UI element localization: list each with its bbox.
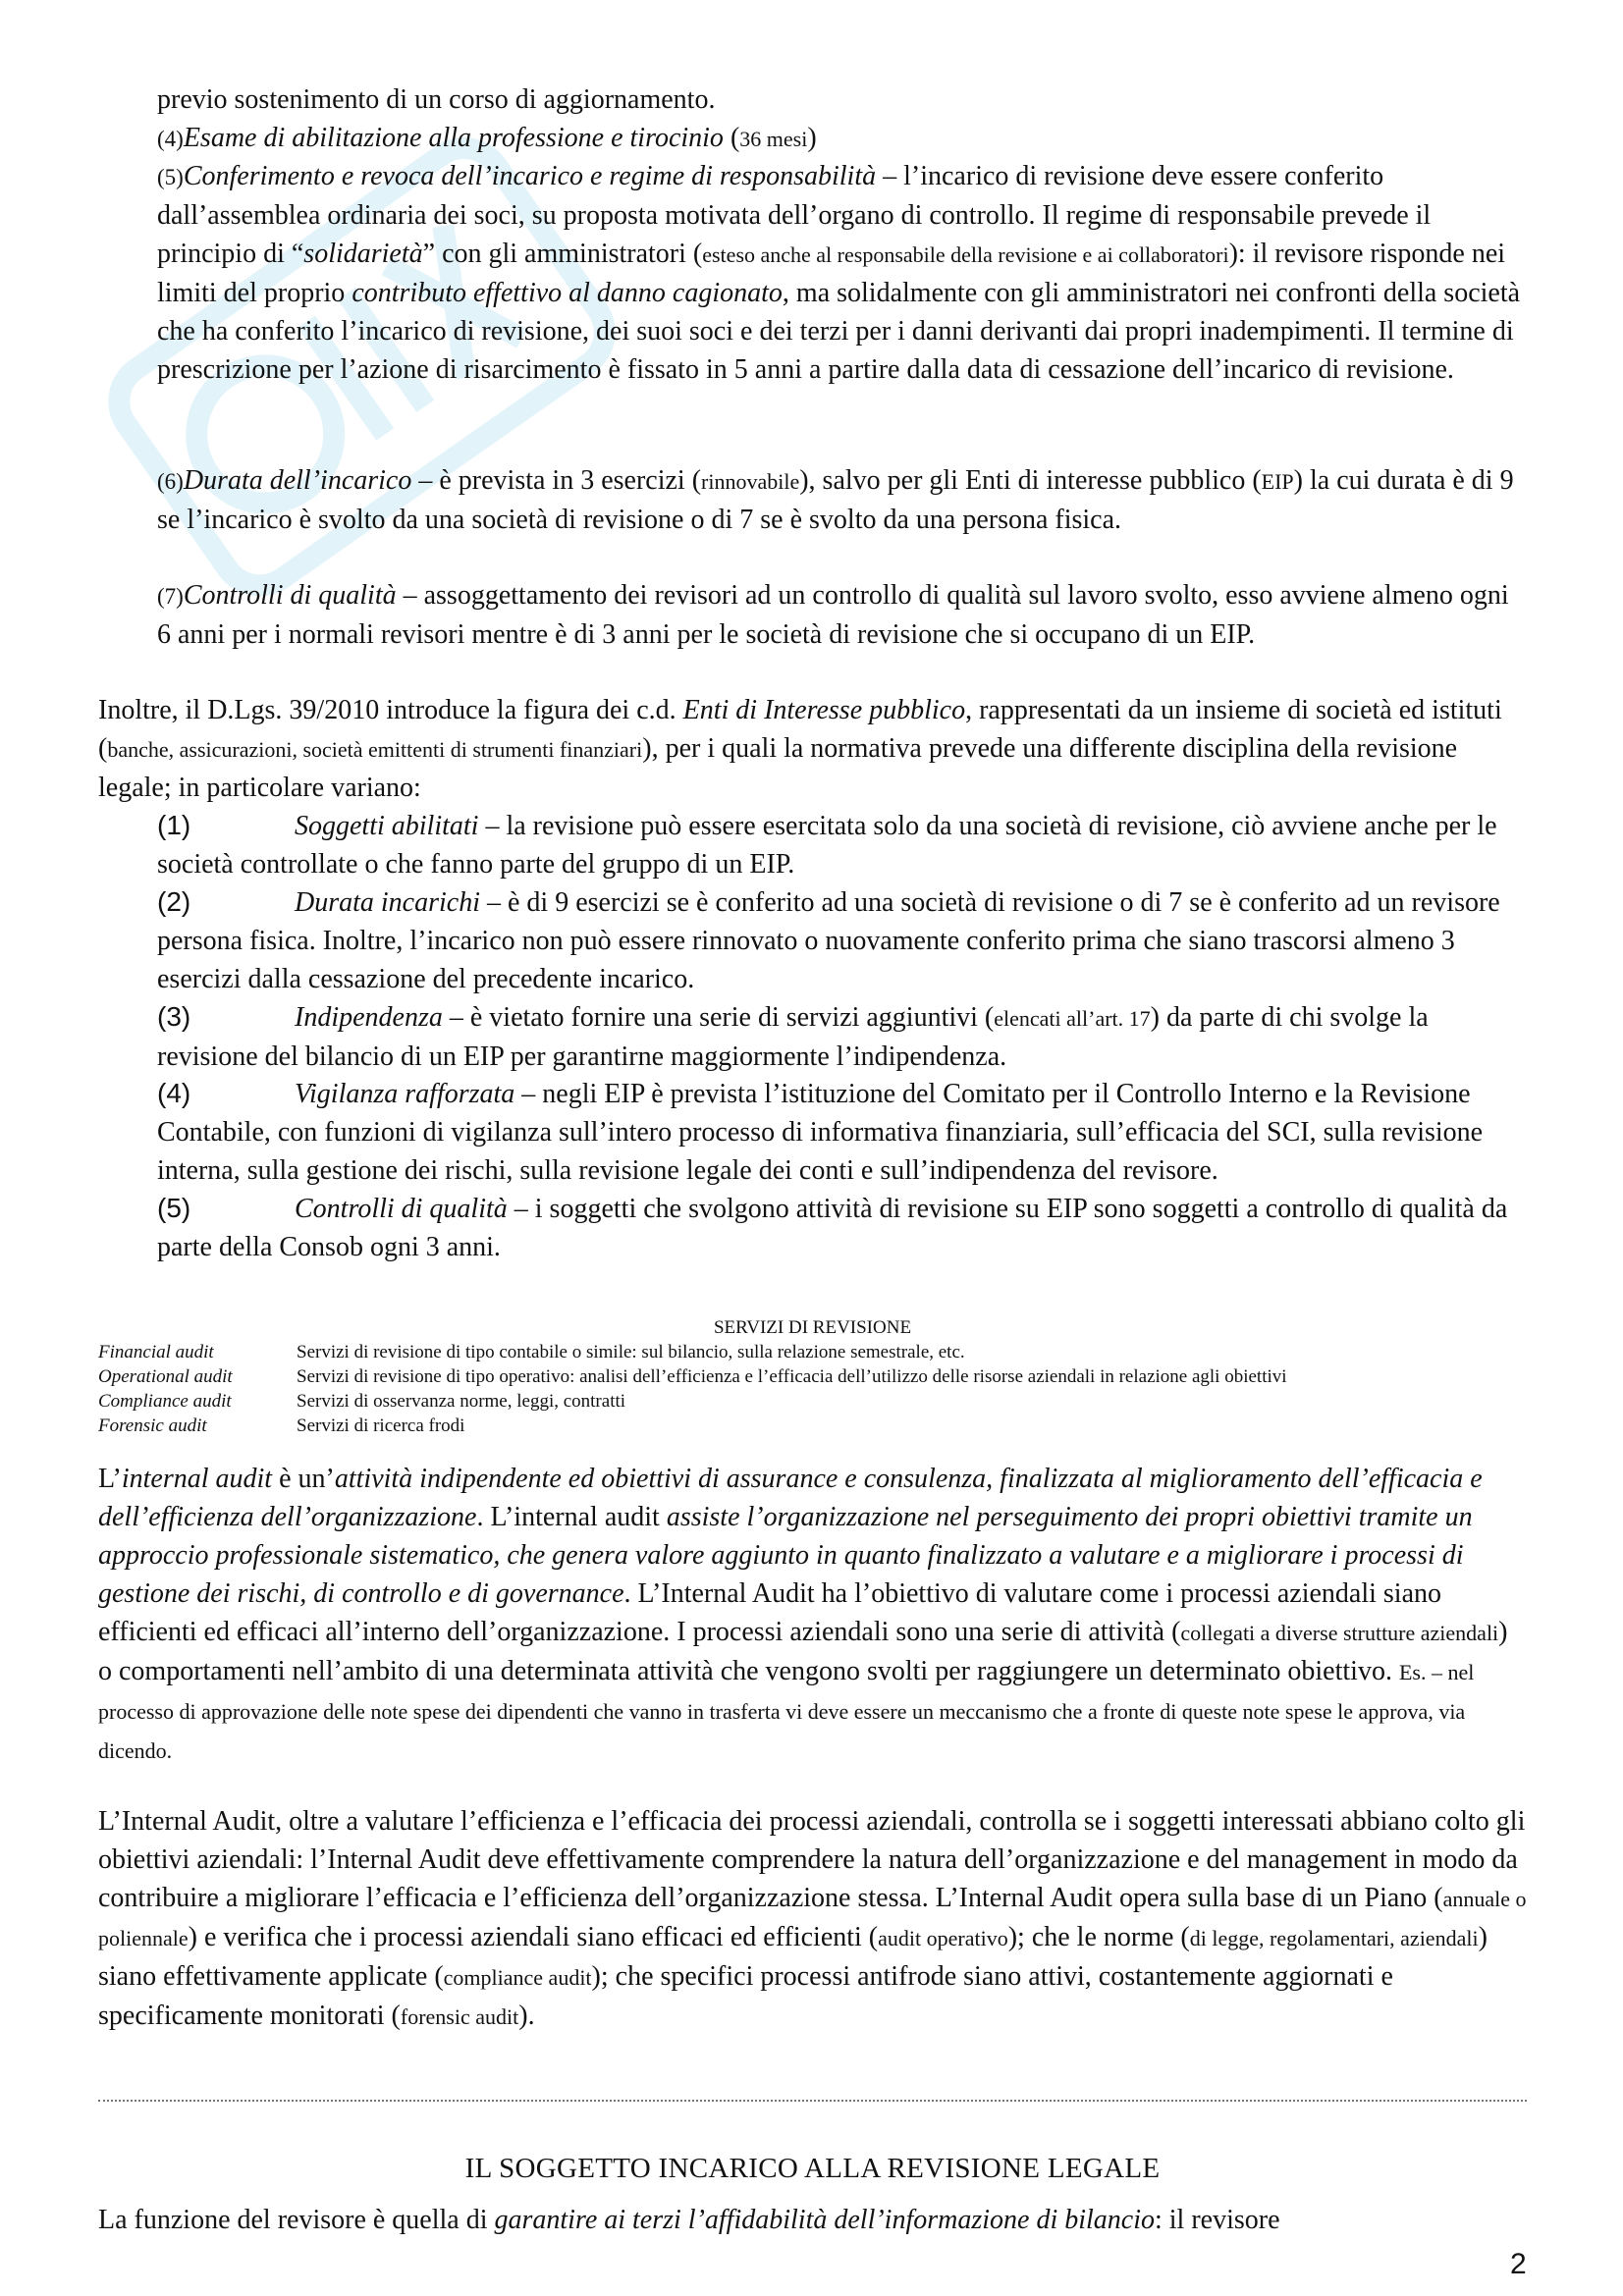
table-row: Forensic audit Servizi di ricerca frodi	[98, 1415, 465, 1436]
section-divider	[98, 2100, 1527, 2102]
services-table-title: SERVIZI DI REVISIONE	[713, 1317, 912, 1338]
eip-list-item-1: (1) Soggetti abilitati – la revisione può essere esercitata solo da una società di revisione, ciò avviene anche per le società controllate o che fanno parte del gruppo di un EIP.	[157, 810, 1497, 880]
paragraph-internal-audit-role: L’Internal Audit, oltre a valutare l’efficienza e l’efficacia dei processi aziendali, controlla se i soggetti interessati abbiano colto gli obiettivi aziendali: l’Internal Audit deve effettivamente comprendere la natura dell’organizzazione e del management in modo da contribuire a migliorare l’efficacia e l’efficienza dell’organizzazione stessa. L’Internal Audit opera sulla base di un Piano (annuale o poliennale) e verifica che i processi aziendali siano efficaci ed efficienti (audit operativo); che le norme (di legge, regolamentari, aziendali) siano effettivamente applicate (compliance audit); che specifici processi antifrode siano attivi, costantemente aggiornati e specificamente monitorati (forensic audit).	[98, 1806, 1527, 2031]
eip-list-item-5: (5) Controlli di qualità – i soggetti che svolgono attività di revisione su EIP sono soggetti a controllo di qualità da parte della Consob ogni 3 anni.	[157, 1193, 1508, 1262]
page-number: 2	[1510, 2248, 1527, 2280]
section-heading: IL SOGGETTO INCARICO ALLA REVISIONE LEGALE	[464, 2153, 1161, 2184]
table-row: Financial audit Servizi di revisione di tipo contabile o simile: sul bilancio, sulla relazione semestrale, etc.	[98, 1342, 965, 1362]
table-row: Operational audit Servizi di revisione di tipo operativo: analisi dell’efficienza e l’efficacia dell’utilizzo delle risorse aziendali in relazione agli obiettivi	[98, 1366, 1287, 1387]
eip-list-item-2: (2) Durata incarichi – è di 9 esercizi se è conferito ad una società di revisione o di 7 se è conferito ad un revisore persona fisica. Inoltre, l’incarico non può essere rinnovato o nuovamente conferito prima che siano trascorsi almeno 3 esercizi dalla cessazione del precedente incarico.	[157, 886, 1500, 994]
table-row: Compliance audit Servizi di osservanza norme, leggi, contratti	[98, 1391, 626, 1412]
services-table	[98, 1340, 1287, 1438]
list-item-5: (5)Conferimento e revoca dell’incarico e regime di responsabilità – l’incarico di revisione deve essere conferito dall’assemblea ordinaria dei soci, su proposta motivata dell’organo di controllo. Il regime di responsabile prevede il principio di “solidarietà” con gli amministratori (esteso anche al responsabile della revisione e ai collaboratori): il revisore risponde nei limiti del proprio contributo effettivo al danno cagionato, ma solidalmente con gli amministratori nei confronti della società che ha conferito l’incarico di revisione, dei suoi soci e dei terzi per i danni derivanti dai propri inadempimenti. Il termine di prescrizione per l’azione di risarcimento è fissato in 5 anni a partire dalla data di cessazione dell’incarico di revisione.	[157, 161, 1521, 385]
paragraph-continuation: previo sostenimento di un corso di aggiornamento.	[157, 84, 716, 115]
list-item-4: (4)Esame di abilitazione alla professione e tirocinio (36 mesi)	[157, 123, 817, 153]
list-item-6: (6)Durata dell’incarico – è prevista in 3 esercizi (rinnovabile), salvo per gli Enti di interesse pubblico (EIP) la cui durata è di 9 se l’incarico è svolto da una società di revisione o di 7 se è svolto da una persona fisica.	[157, 465, 1514, 535]
paragraph-revisore: La funzione del revisore è quella di garantire ai terzi l’affidabilità dell’informazione di bilancio: il revisore	[98, 2205, 1280, 2235]
eip-list-item-3: (3) Indipendenza – è vietato fornire una serie di servizi aggiuntivi (elencati all’art. 17) da parte di chi svolge la revisione del bilancio di un EIP per garantirne maggiormente l’indipendenza.	[157, 1001, 1429, 1072]
list-item-7: (7)Controlli di qualità – assoggettamento dei revisori ad un controllo di qualità sul lavoro svolto, esso avviene almeno ogni 6 anni per i normali revisori mentre è di 3 anni per le società di revisione che si occupano di un EIP.	[157, 580, 1509, 650]
paragraph-internal-audit-definition: L’internal audit è un’attività indipendente ed obiettivi di assurance e consulenza, finalizzata al miglioramento dell’efficacia e dell’efficienza dell’organizzazione. L’internal audit assiste l’organizzazione nel perseguimento dei propri obiettivi tramite un approccio professionale sistematico, che genera valore aggiunto in quanto finalizzato a valutare e a migliorare i processi di gestione dei rischi, di controllo e di governance. L’Internal Audit ha l’obiettivo di valutare come i processi aziendali siano efficienti ed efficaci all’interno dell’organizzazione. I processi aziendali sono una serie di attività (collegati a diverse strutture aziendali) o comportamenti nell’ambito di una determinata attività che vengono svolti per raggiungere un determinato obiettivo. Es. – nel processo di approvazione delle note spese dei dipendenti che vanno in trasferta vi deve essere un meccanismo che a fronte di queste note spese le approva, via dicendo.	[98, 1464, 1508, 1763]
eip-list-item-4: (4) Vigilanza rafforzata – negli EIP è prevista l’istituzione del Comitato per il Controllo Interno e la Revisione Contabile, con funzioni di vigilanza sull’intero processo di informativa finanziaria, sull’efficacia del SCI, sulla revisione interna, sulla gestione dei rischi, sulla revisione legale dei conti e sull’indipendenza del revisore.	[157, 1078, 1484, 1186]
paragraph-eip-intro: Inoltre, il D.Lgs. 39/2010 introduce la figura dei c.d. Enti di Interesse pubblico, rappresentati da un insieme di società ed istituti (banche, assicurazioni, società emittenti di strumenti finanziari), per i quali la normativa prevede una differente disciplina della revisione legale; in particolare variano:	[98, 695, 1502, 803]
